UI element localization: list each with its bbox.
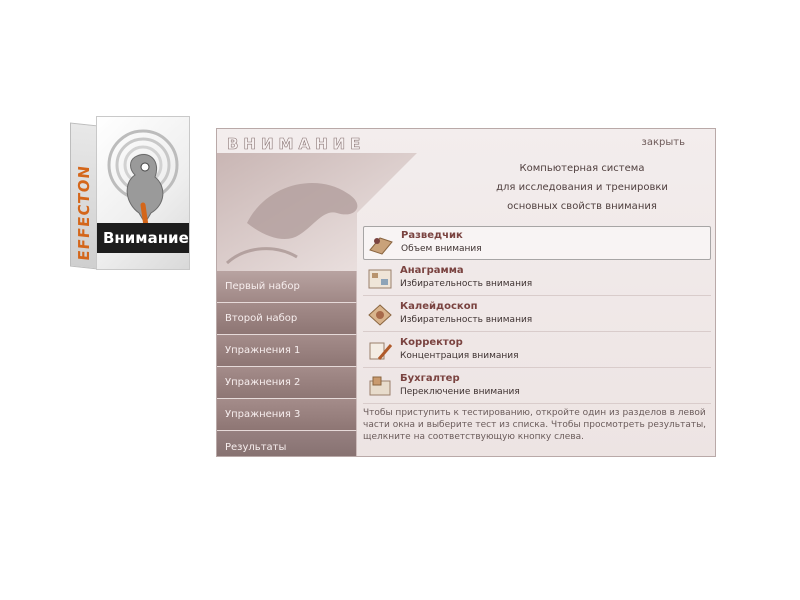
product-box xyxy=(70,112,190,274)
test-name: Анаграмма xyxy=(400,265,464,276)
test-description: Концентрация внимания xyxy=(400,351,519,361)
test-name: Разведчик xyxy=(401,230,463,241)
title-bar xyxy=(217,129,715,159)
test-item-scout[interactable] xyxy=(363,226,711,260)
test-item-kaleidoscope[interactable] xyxy=(363,298,711,332)
test-item-anagram[interactable] xyxy=(363,262,711,296)
app-title: ВНИМАНИЕ xyxy=(227,135,366,153)
test-name: Бухгалтер xyxy=(400,373,460,384)
test-name: Корректор xyxy=(400,337,463,348)
instructions-text: Чтобы приступить к тестированию, откройте один из разделов в левой части окна и выберите тест из списка. Чтобы просмотреть результаты, щелкните на соответствующую кнопку слева. xyxy=(363,408,707,442)
test-name: Калейдоскоп xyxy=(400,301,478,312)
kaleidoscope-icon xyxy=(367,303,393,327)
accountant-icon xyxy=(367,375,393,399)
app-description xyxy=(457,159,707,216)
nav-item-first-set[interactable]: Первый набор xyxy=(217,271,357,303)
corrector-icon xyxy=(367,339,393,363)
close-button[interactable]: закрыть xyxy=(641,137,685,148)
nav-item-second-set[interactable]: Второй набор xyxy=(217,303,357,335)
description-line-3: основных свойств внимания xyxy=(507,201,657,212)
test-description: Объем внимания xyxy=(401,244,482,254)
scout-icon xyxy=(368,232,394,256)
test-item-accountant[interactable] xyxy=(363,370,711,404)
nav-item-exercises-2[interactable]: Упражнения 2 xyxy=(217,367,357,399)
nav-item-exercises-3[interactable]: Упражнения 3 xyxy=(217,399,357,431)
box-spine xyxy=(70,123,98,270)
test-description: Переключение внимания xyxy=(400,387,520,397)
nav-item-results[interactable]: Результаты xyxy=(217,431,357,457)
app-window xyxy=(216,128,716,457)
left-panel xyxy=(217,153,357,456)
anagram-icon xyxy=(367,267,393,291)
test-item-corrector[interactable] xyxy=(363,334,711,368)
description-line-2: для исследования и тренировки xyxy=(496,182,668,193)
box-front xyxy=(96,116,190,270)
description-line-1: Компьютерная система xyxy=(519,163,645,174)
box-title: Внимание xyxy=(103,229,189,247)
test-description: Избирательность внимания xyxy=(400,279,533,289)
test-list xyxy=(363,226,711,406)
nav-item-exercises-1[interactable]: Упражнения 1 xyxy=(217,335,357,367)
sidebar-nav xyxy=(217,271,357,457)
test-description: Избирательность внимания xyxy=(400,315,533,325)
box-spine-logo: EFFECTON xyxy=(75,164,93,262)
